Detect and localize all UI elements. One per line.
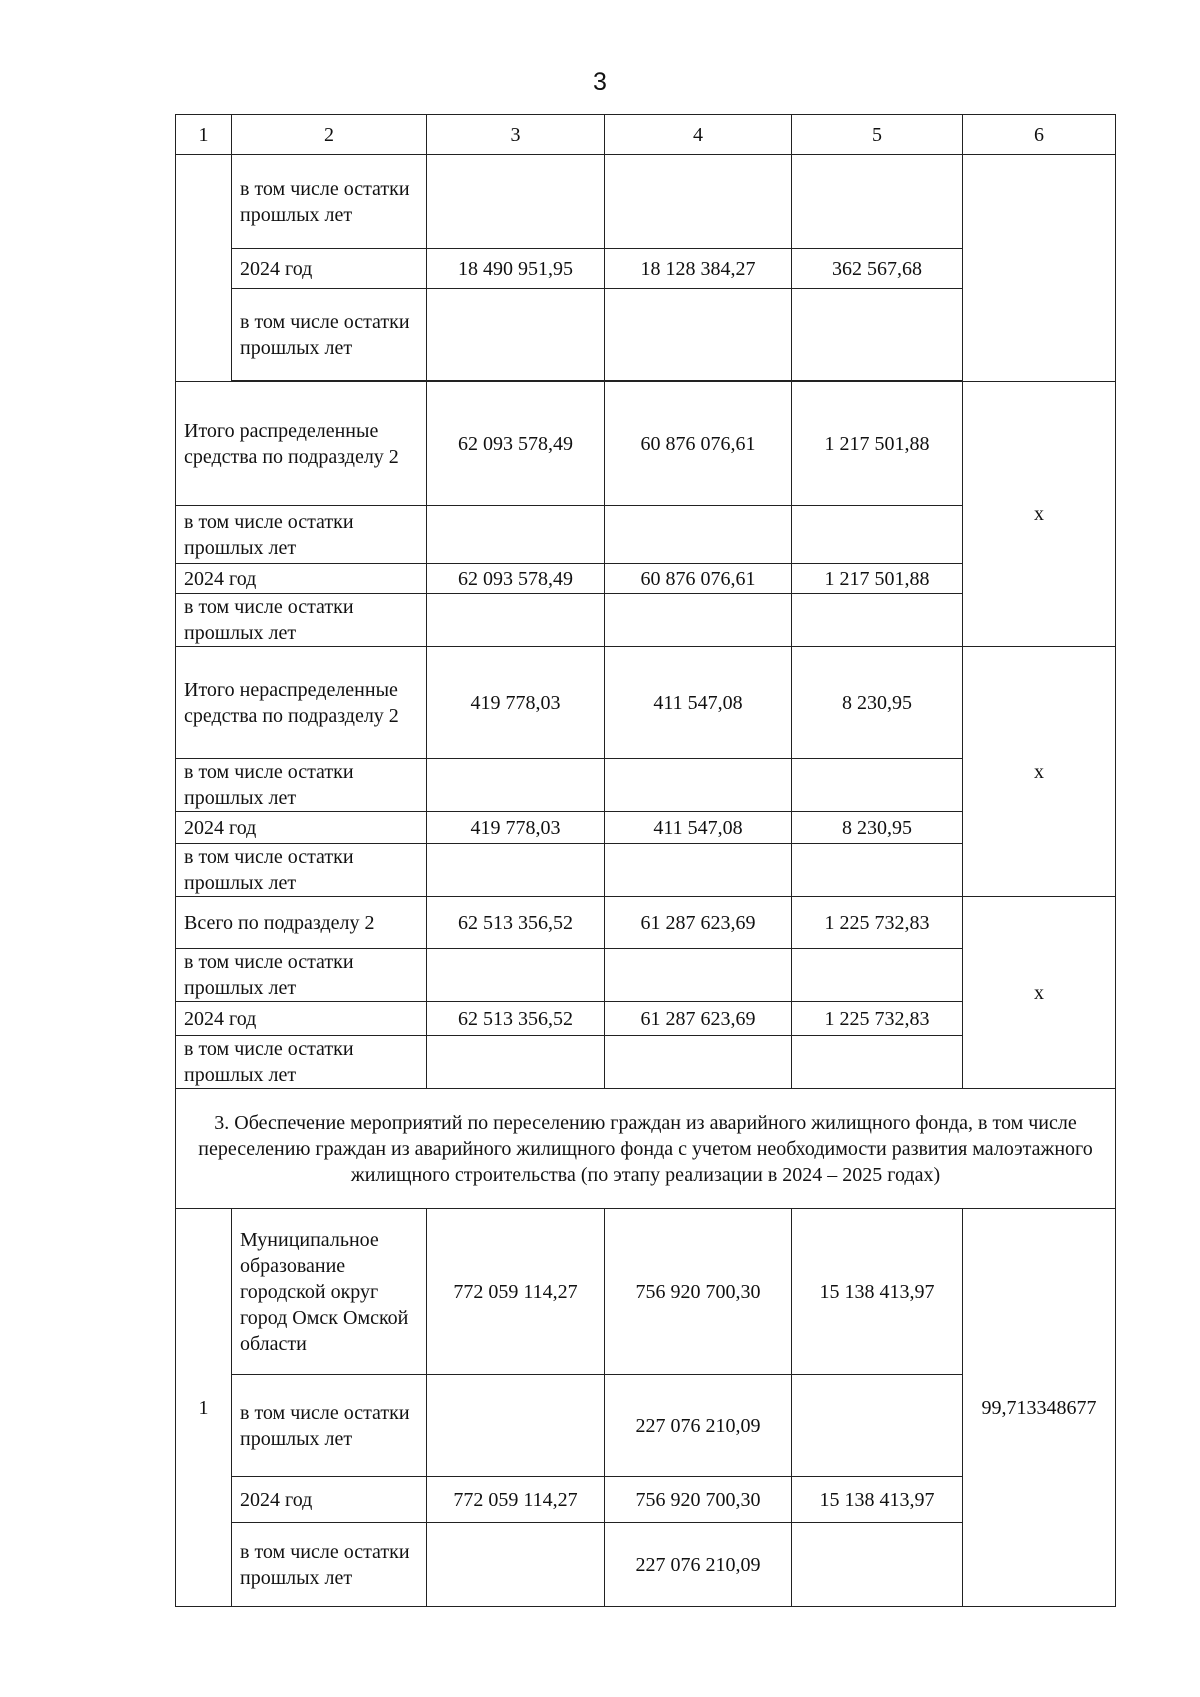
value-cell: [605, 1036, 792, 1089]
value-cell: [427, 506, 605, 564]
value-cell: 411 547,08: [605, 647, 792, 759]
col6-value: 99,713348677: [963, 1209, 1116, 1607]
value-cell: [792, 594, 963, 647]
value-cell: [427, 949, 605, 1002]
header-col-1: 1: [176, 115, 232, 155]
total-label: Всего по подразделу 2: [176, 897, 427, 949]
value-cell: [605, 506, 792, 564]
value-cell: [792, 506, 963, 564]
value-cell: 227 076 210,09: [605, 1375, 792, 1477]
prev-years-label: в том числе остатки прошлых лет: [232, 289, 427, 381]
x-mark: x: [963, 382, 1116, 647]
value-cell: 756 920 700,30: [605, 1209, 792, 1375]
year-2024-label: 2024 год: [176, 564, 427, 594]
value-cell: 60 876 076,61: [605, 382, 792, 506]
value-cell: 772 059 114,27: [427, 1477, 605, 1523]
value-cell: 62 513 356,52: [427, 897, 605, 949]
year-2024-label: 2024 год: [176, 812, 427, 844]
value-cell: 227 076 210,09: [605, 1523, 792, 1607]
year-2024-label: 2024 год: [232, 249, 427, 289]
value-cell: 8 230,95: [792, 647, 963, 759]
value-cell: 411 547,08: [605, 812, 792, 844]
page-number: 3: [593, 68, 607, 96]
header-row: [176, 115, 1116, 155]
value-cell: [792, 289, 963, 381]
value-cell: 61 287 623,69: [605, 897, 792, 949]
value-cell: [792, 1523, 963, 1607]
allocation-table: [175, 114, 1116, 1607]
value-cell: 8 230,95: [792, 812, 963, 844]
value-cell: 1 225 732,83: [792, 1002, 963, 1036]
x-mark: x: [963, 897, 1116, 1089]
section-heading-row: [176, 1089, 1116, 1209]
municipality-name: Муниципальное образование городской округ город Омск Омской области: [232, 1209, 427, 1375]
distributed-label: Итого распределенные средства по подразделу 2: [176, 382, 427, 506]
row-number: 1: [176, 1209, 232, 1607]
value-cell: 1 217 501,88: [792, 382, 963, 506]
value-cell: 60 876 076,61: [605, 564, 792, 594]
value-cell: [427, 1036, 605, 1089]
undistributed-label: Итого нераспределенные средства по подразделу 2: [176, 647, 427, 759]
header-col-5: 5: [792, 115, 963, 155]
value-cell: [792, 1375, 963, 1477]
prev-years-label: в том числе остатки прошлых лет: [232, 155, 427, 249]
value-cell: 18 490 951,95: [427, 249, 605, 289]
value-cell: 15 138 413,97: [792, 1477, 963, 1523]
prev-years-label: в том числе остатки прошлых лет: [176, 594, 427, 647]
prev-years-label: в том числе остатки прошлых лет: [176, 1036, 427, 1089]
header-col-3: 3: [427, 115, 605, 155]
value-cell: [427, 1375, 605, 1477]
prev-years-label: в том числе остатки прошлых лет: [176, 759, 427, 812]
table-row: [176, 1209, 1116, 1375]
value-cell: [605, 844, 792, 897]
value-cell: [605, 289, 792, 381]
prev-years-label: в том числе остатки прошлых лет: [232, 1523, 427, 1607]
header-col-4: 4: [605, 115, 792, 155]
x-mark: x: [963, 647, 1116, 897]
value-cell: 1 217 501,88: [792, 564, 963, 594]
value-cell: 62 093 578,49: [427, 564, 605, 594]
header-col-2: 2: [232, 115, 427, 155]
table-row: [176, 647, 1116, 759]
value-cell: [427, 759, 605, 812]
table-row: [176, 382, 1116, 506]
value-cell: [605, 594, 792, 647]
value-cell: [792, 759, 963, 812]
value-cell: 756 920 700,30: [605, 1477, 792, 1523]
value-cell: [792, 1036, 963, 1089]
value-cell: [427, 155, 605, 249]
value-cell: [427, 289, 605, 381]
prev-years-label: в том числе остатки прошлых лет: [176, 949, 427, 1002]
row-number-cell: [176, 155, 232, 382]
value-cell: 419 778,03: [427, 647, 605, 759]
table-row: [176, 897, 1116, 949]
value-cell: 62 093 578,49: [427, 382, 605, 506]
prev-years-label: в том числе остатки прошлых лет: [176, 506, 427, 564]
value-cell: 772 059 114,27: [427, 1209, 605, 1375]
value-cell: 18 128 384,27: [605, 249, 792, 289]
value-cell: [792, 844, 963, 897]
value-cell: 1 225 732,83: [792, 897, 963, 949]
year-2024-label: 2024 год: [232, 1477, 427, 1523]
header-col-6: 6: [963, 115, 1116, 155]
table-row: [176, 155, 1116, 249]
value-cell: [605, 949, 792, 1002]
value-cell: [427, 844, 605, 897]
year-2024-label: 2024 год: [176, 1002, 427, 1036]
value-cell: 362 567,68: [792, 249, 963, 289]
value-cell: 61 287 623,69: [605, 1002, 792, 1036]
value-cell: [605, 759, 792, 812]
prev-years-label: в том числе остатки прошлых лет: [232, 1375, 427, 1477]
value-cell: 419 778,03: [427, 812, 605, 844]
value-cell: [427, 1523, 605, 1607]
value-cell: [605, 155, 792, 249]
value-cell: 15 138 413,97: [792, 1209, 963, 1375]
value-cell: [792, 155, 963, 249]
value-cell: [427, 594, 605, 647]
section-3-title: 3. Обеспечение мероприятий по переселению граждан из аварийного жилищного фонда, в том числе переселению граждан из аварийного жилищного фонда с учетом необходимости развития малоэтажного жилищного строительства (по этапу реализации в 2024 – 2025 годах): [176, 1089, 1116, 1209]
col6-cell: [963, 155, 1116, 382]
prev-years-label: в том числе остатки прошлых лет: [176, 844, 427, 897]
value-cell: [792, 949, 963, 1002]
value-cell: 62 513 356,52: [427, 1002, 605, 1036]
